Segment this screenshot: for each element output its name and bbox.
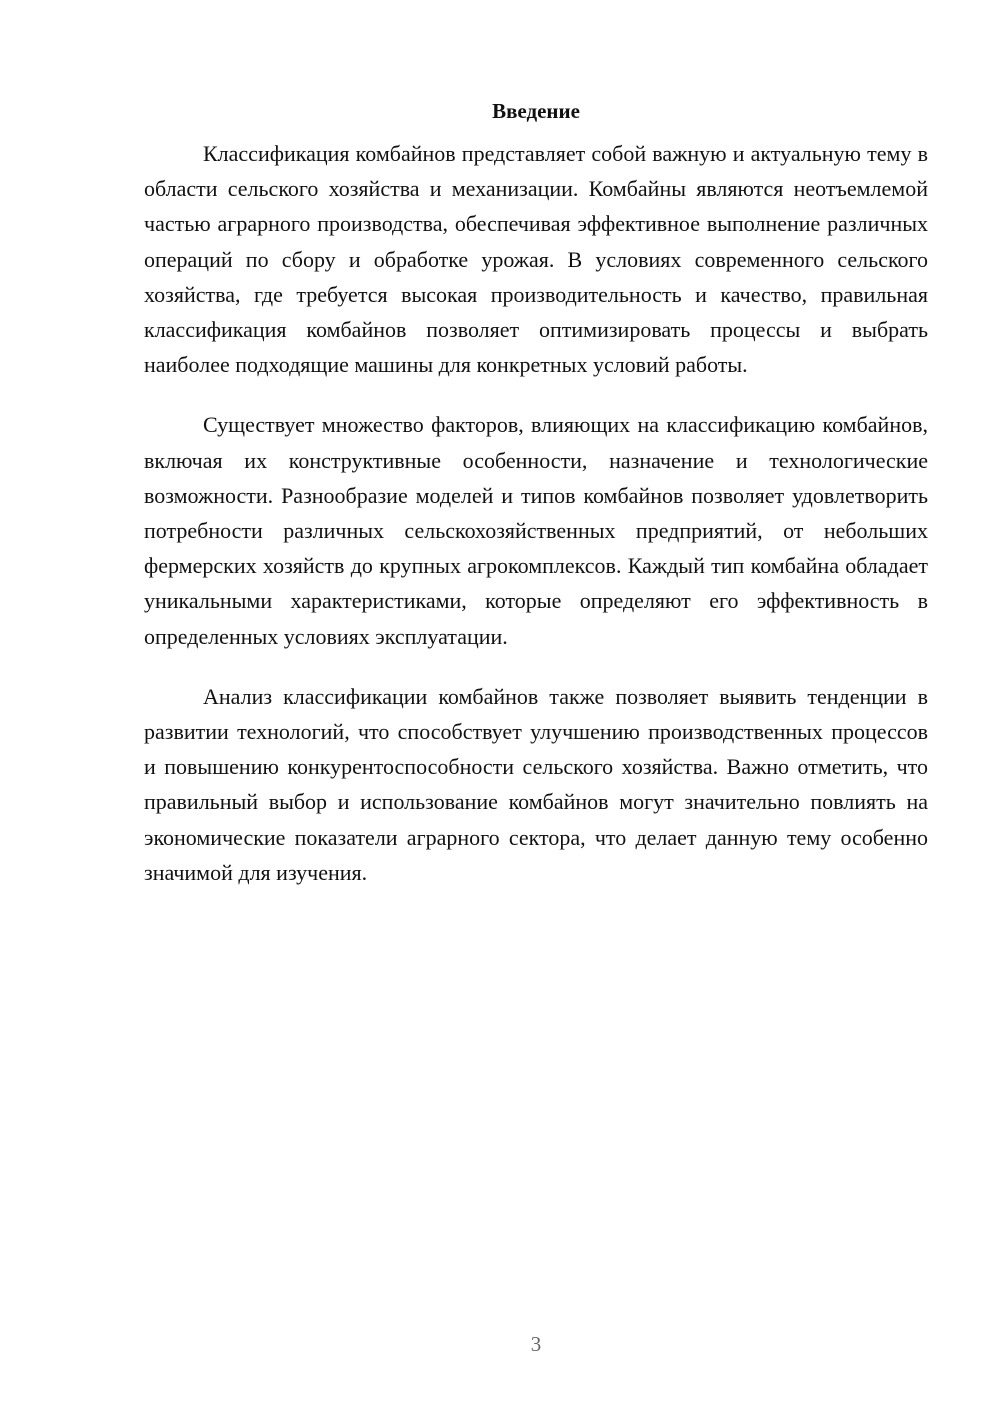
paragraph-3: Анализ классификации комбайнов также позволяет выявить тенденции в развитии технологий, что способствует улучшению производственных процессов и повышению конкурентоспособности сельского хозяйства. Важно отметить, что правильный выбор и использование комбайнов могут значительно повлиять на экономические показатели аграрного сектора, что делает данную тему особенно значимой для изучения.: [144, 683, 928, 885]
page-number: 3: [530, 1332, 542, 1356]
paragraph-2: Существует множество факторов, влияющих на классификацию комбайнов, включая их конструктивные особенности, назначение и технологические возможности. Разнообразие моделей и типов комбайнов позволяет удовлетворить потребности различных сельскохозяйственных предприятий, от небольших фермерских хозяйств до крупных агрокомплексов. Каждый тип комбайна обладает уникальными характеристиками, которые определяют его эффективность в определенных условиях эксплуатации.: [144, 412, 928, 649]
page-content: [144, 96, 928, 915]
paragraph-1: Классификация комбайнов представляет собой важную и актуальную тему в области сельского хозяйства и механизации. Комбайны являются неотъемлемой частью аграрного производства, обеспечивая эффективное выполнение различных операций по сбору и обработке урожая. В условиях современного сельского хозяйства, где требуется высокая производительность и качество, правильная классификация комбайнов позволяет оптимизировать процессы и выбрать наиболее подходящие машины для конкретных условий работы.: [144, 141, 928, 378]
section-heading: Введение: [492, 99, 580, 123]
